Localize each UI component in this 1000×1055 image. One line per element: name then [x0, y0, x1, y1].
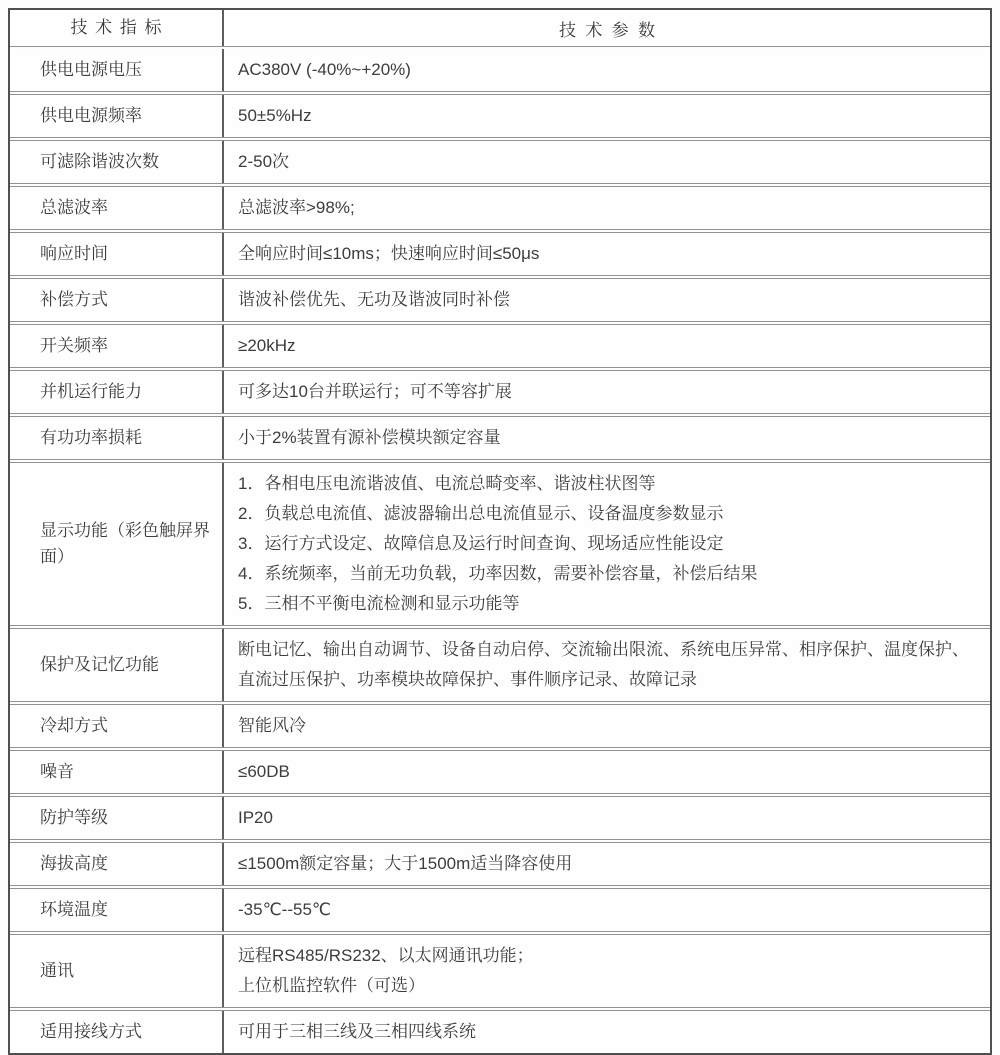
indicator-cell: 可滤除谐波次数	[10, 141, 224, 183]
table-row	[10, 462, 990, 626]
indicator-cell: 环境温度	[10, 889, 224, 931]
table-row	[10, 94, 990, 138]
parameter-cell	[224, 935, 990, 1007]
table-row	[10, 704, 990, 748]
parameter-cell	[224, 751, 990, 793]
indicator-cell: 显示功能（彩色触屏界面）	[10, 463, 224, 625]
indicator-cell: 防护等级	[10, 797, 224, 839]
parameter-line: 智能风冷	[238, 716, 306, 735]
parameter-cell	[224, 417, 990, 459]
parameter-line: 3．运行方式设定、故障信息及运行时间查询、现场适应性能设定	[238, 534, 724, 553]
parameter-cell	[224, 187, 990, 229]
parameter-line: ≤1500m额定容量；大于1500m适当降容使用	[238, 854, 573, 873]
table-row	[10, 416, 990, 460]
parameter-cell	[224, 325, 990, 367]
parameter-line: 总滤波率>98%;	[238, 198, 355, 217]
table-row	[10, 1010, 990, 1053]
table-row	[10, 278, 990, 322]
parameter-cell	[224, 463, 990, 625]
header-indicator-label: 技术指标	[10, 10, 224, 46]
table-header-row	[10, 10, 990, 47]
parameter-line: ≥20kHz	[238, 336, 296, 355]
parameter-cell	[224, 49, 990, 91]
indicator-cell: 总滤波率	[10, 187, 224, 229]
parameter-line: AC380V (-40%~+20%)	[238, 60, 411, 79]
indicator-cell: 供电电源频率	[10, 95, 224, 137]
parameter-cell	[224, 797, 990, 839]
indicator-cell: 通讯	[10, 935, 224, 1007]
table-row	[10, 49, 990, 92]
spec-table	[8, 8, 992, 1055]
parameter-line: 可多达10台并联运行；可不等容扩展	[238, 382, 512, 401]
parameter-cell	[224, 843, 990, 885]
parameter-line: 2．负载总电流值、滤波器输出总电流值显示、设备温度参数显示	[238, 504, 724, 523]
indicator-cell: 海拔高度	[10, 843, 224, 885]
table-row	[10, 934, 990, 1008]
table-row	[10, 186, 990, 230]
parameter-line: 5．三相不平衡电流检测和显示功能等	[238, 594, 520, 613]
parameter-line: 2-50次	[238, 152, 290, 171]
indicator-cell: 保护及记忆功能	[10, 629, 224, 701]
parameter-cell	[224, 889, 990, 931]
indicator-cell: 补偿方式	[10, 279, 224, 321]
indicator-cell: 响应时间	[10, 233, 224, 275]
table-row	[10, 370, 990, 414]
parameter-line: 全响应时间≤10ms；快速响应时间≤50μs	[238, 244, 540, 263]
parameter-cell	[224, 1011, 990, 1053]
indicator-cell: 适用接线方式	[10, 1011, 224, 1053]
parameter-cell	[224, 371, 990, 413]
parameter-line: ≤60DB	[238, 762, 290, 781]
table-row	[10, 750, 990, 794]
table-row	[10, 140, 990, 184]
indicator-cell: 并机运行能力	[10, 371, 224, 413]
parameter-line: 可用于三相三线及三相四线系统	[238, 1022, 476, 1041]
table-row	[10, 324, 990, 368]
parameter-line: 小于2%装置有源补偿模块额定容量	[238, 428, 501, 447]
parameter-line: 远程RS485/RS232、以太网通讯功能；	[238, 946, 534, 965]
parameter-line: 上位机监控软件（可选）	[238, 976, 425, 995]
parameter-line: IP20	[238, 808, 273, 827]
table-body	[10, 49, 990, 1053]
indicator-cell: 供电电源电压	[10, 49, 224, 91]
parameter-cell	[224, 279, 990, 321]
table-row	[10, 796, 990, 840]
parameter-cell	[224, 705, 990, 747]
parameter-cell	[224, 141, 990, 183]
parameter-line: 断电记忆、输出自动调节、设备自动启停、交流输出限流、系统电压异常、相序保护、温度保护、直流过压保护、功率模块故障保护、事件顺序记录、故障记录	[238, 640, 969, 689]
parameter-cell	[224, 629, 990, 701]
indicator-cell: 冷却方式	[10, 705, 224, 747]
parameter-line: 50±5%Hz	[238, 106, 312, 125]
parameter-cell	[224, 233, 990, 275]
parameter-line: 1．各相电压电流谐波值、电流总畸变率、谐波柱状图等	[238, 474, 656, 493]
table-row	[10, 888, 990, 932]
indicator-cell: 有功功率损耗	[10, 417, 224, 459]
table-row	[10, 842, 990, 886]
indicator-cell: 噪音	[10, 751, 224, 793]
table-row	[10, 628, 990, 702]
parameter-line: 谐波补偿优先、无功及谐波同时补偿	[238, 290, 510, 309]
indicator-cell: 开关频率	[10, 325, 224, 367]
parameter-line: -35℃--55℃	[238, 900, 331, 919]
parameter-line: 4．系统频率，当前无功负载，功率因数，需要补偿容量，补偿后结果	[238, 564, 758, 583]
parameter-cell	[224, 95, 990, 137]
header-parameter-label: 技术参数	[558, 20, 665, 40]
table-row	[10, 232, 990, 276]
